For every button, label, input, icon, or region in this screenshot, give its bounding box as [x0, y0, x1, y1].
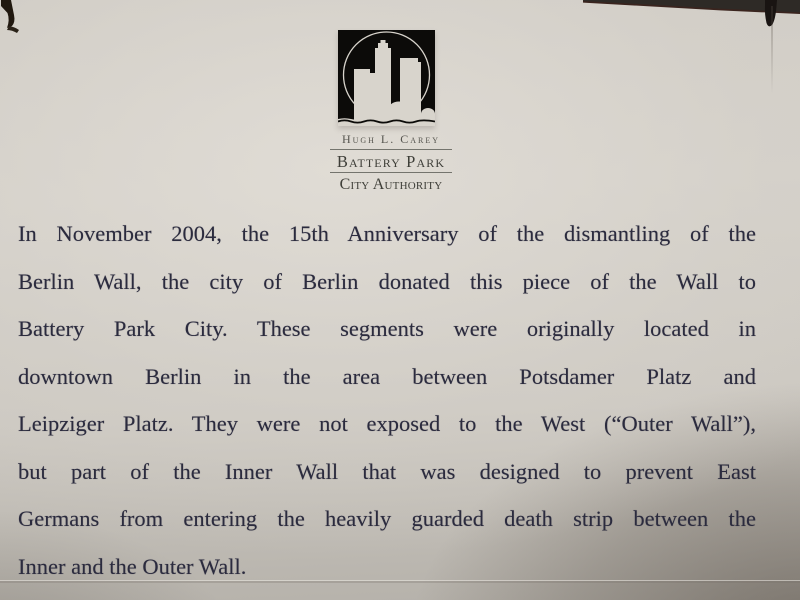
paragraph-line: In November 2004, the 15th Anniversary of the dismantling of the: [18, 221, 756, 246]
paragraph-line: but part of the Inner Wall that was designed to prevent East: [18, 458, 756, 484]
paragraph-line: Leipziger Platz. They were not exposed to the West (“Outer Wall”),: [18, 411, 756, 436]
mounting-hardware-overlay: [0, 0, 800, 42]
authority-name-line1: Hugh L. Carey: [330, 132, 452, 150]
city-skyline-in-circle-icon: [338, 30, 435, 126]
authority-name-line3: City Authority: [339, 176, 443, 193]
authority-name-block: [330, 132, 452, 194]
authority-name-line2: Battery Park: [330, 150, 452, 173]
paragraph-line: Germans from entering the heavily guarded death strip between the: [18, 506, 756, 531]
paragraph-line: Berlin Wall, the city of Berlin donated this piece of the Wall to: [18, 268, 756, 294]
paragraph-line: downtown Berlin in the area between Potsdamer Platz and: [18, 363, 756, 389]
plaque-paragraph: [18, 210, 756, 590]
paragraph-line: Inner and the Outer Wall.: [18, 553, 247, 579]
left-mounting-clip: [1, 0, 14, 28]
paragraph-line: Battery Park City. These segments were originally located in: [18, 316, 756, 341]
panel-edge-line: [771, 6, 773, 94]
left-clip-foot: [7, 26, 19, 33]
paper-crease-shadow: [0, 581, 800, 583]
